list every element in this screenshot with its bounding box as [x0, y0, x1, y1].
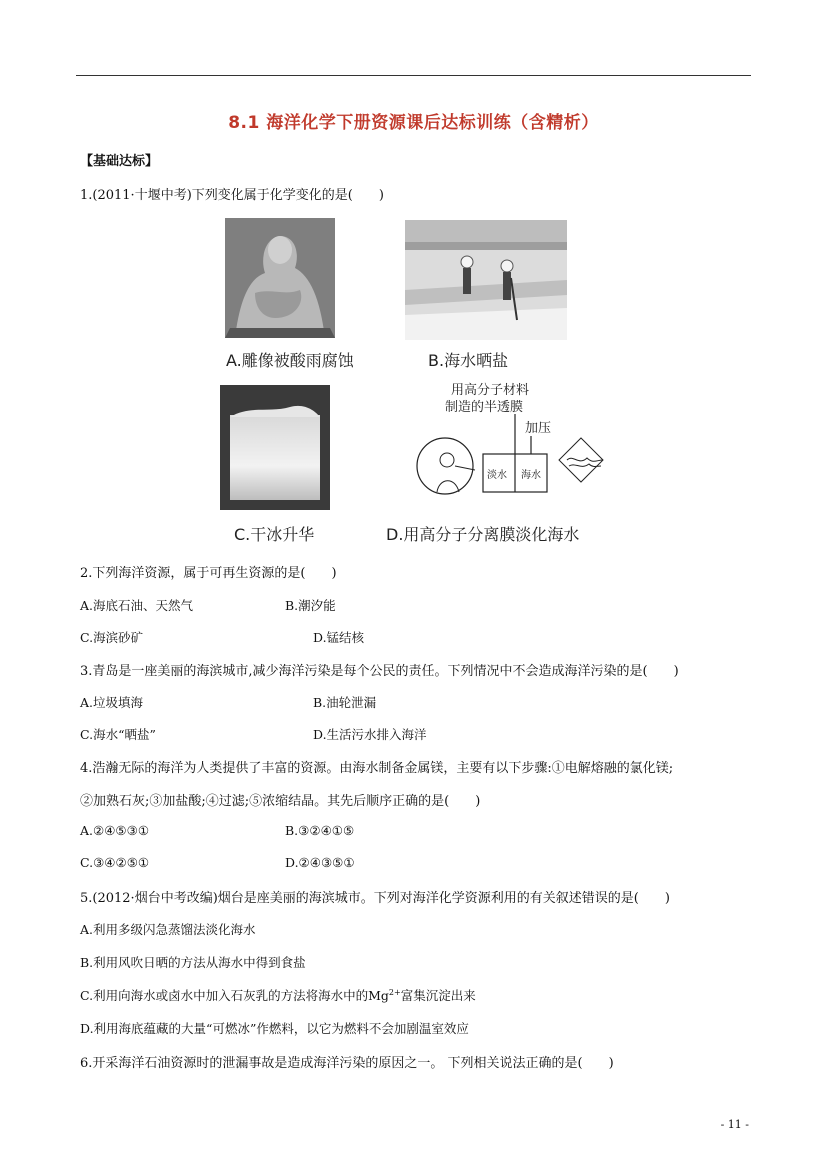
membrane-diagram — [415, 380, 625, 510]
diagram-note-line2: 制造的半透膜 — [445, 400, 524, 415]
salt-field-image — [405, 220, 567, 340]
question-5-stem: 5.(2012·烟台中考改编)烟台是座美丽的海滨城市。下列对海洋化学资源利用的有关叙述错误的是( ) — [80, 891, 670, 906]
caption-a: A.雕像被酸雨腐蚀 — [226, 351, 354, 370]
header-rule — [76, 75, 751, 76]
caption-b: B.海水晒盐 — [428, 351, 509, 370]
question-6-stem: 6.开采海洋石油资源时的泄漏事故是造成海洋污染的原因之一。 下列相关说法正确的是( ) — [80, 1056, 614, 1071]
q4-option-a: A.②④⑤③① — [80, 823, 150, 838]
q2-option-b: B.潮汐能 — [285, 598, 336, 613]
caption-d: D.用高分子分离膜淡化海水 — [386, 525, 580, 544]
diagram-sea-label: 海水 — [521, 470, 541, 481]
q3-option-b: B.油轮泄漏 — [313, 695, 377, 710]
dry-ice-image — [220, 385, 330, 510]
q5-option-c-text-end: 富集沉淀出来 — [400, 988, 476, 1003]
page-number: - 11 - — [720, 1118, 749, 1131]
question-2-stem: 2.下列海洋资源，属于可再生资源的是( ) — [80, 566, 337, 581]
question-4-stem-line1: 4.浩瀚无际的海洋为人类提供了丰富的资源。由海水制备金属镁，主要有以下步骤:①电解熔融的氯化镁; — [80, 761, 674, 776]
q2-option-c: C.海滨砂矿 — [80, 630, 144, 645]
q5-option-d: D.利用海底蕴藏的大量“可燃冰”作燃料，以它为燃料不会加剧温室效应 — [80, 1021, 469, 1036]
q3-option-c: C.海水“晒盐” — [80, 727, 156, 742]
q5-option-c-charge: 2+ — [388, 987, 401, 997]
diagram-note-line1: 用高分子材料 — [451, 383, 530, 398]
q4-option-d: D.②④③⑤① — [285, 855, 355, 870]
q2-option-a: A.海底石油、天然气 — [80, 598, 194, 613]
question-3-stem: 3.青岛是一座美丽的海滨城市,减少海洋污染是每个公民的责任。下列情况中不会造成海洋污染的是( ) — [80, 664, 679, 679]
q5-option-b: B.利用风吹日晒的方法从海水中得到食盐 — [80, 955, 306, 970]
statue-image — [225, 218, 335, 338]
diagram-pressure-label: 加压 — [525, 421, 552, 436]
q3-option-a: A.垃圾填海 — [80, 695, 144, 710]
caption-c: C.干冰升华 — [234, 525, 315, 544]
q4-option-c: C.③④②⑤① — [80, 855, 150, 870]
q2-option-d: D.锰结核 — [313, 630, 365, 645]
q3-option-d: D.生活污水排入海洋 — [313, 727, 427, 742]
section-heading: 【基础达标】 — [80, 154, 159, 169]
document-title: 8.1 海洋化学下册资源课后达标训练（含精析） — [228, 113, 599, 133]
question-1-stem: 1.(2011·十堰中考)下列变化属于化学变化的是( ) — [80, 188, 384, 203]
q4-option-b: B.③②④①⑤ — [285, 823, 355, 838]
q5-option-a: A.利用多级闪急蒸馏法淡化海水 — [80, 922, 256, 937]
q5-option-c-text: C.利用向海水或卤水中加入石灰乳的方法将海水中的Mg — [80, 988, 389, 1003]
question-4-stem-line2: ②加熟石灰;③加盐酸;④过滤;⑤浓缩结晶。其先后顺序正确的是( ) — [80, 794, 481, 809]
q5-option-c — [80, 986, 476, 1004]
diagram-fresh-label: 淡水 — [487, 470, 507, 481]
